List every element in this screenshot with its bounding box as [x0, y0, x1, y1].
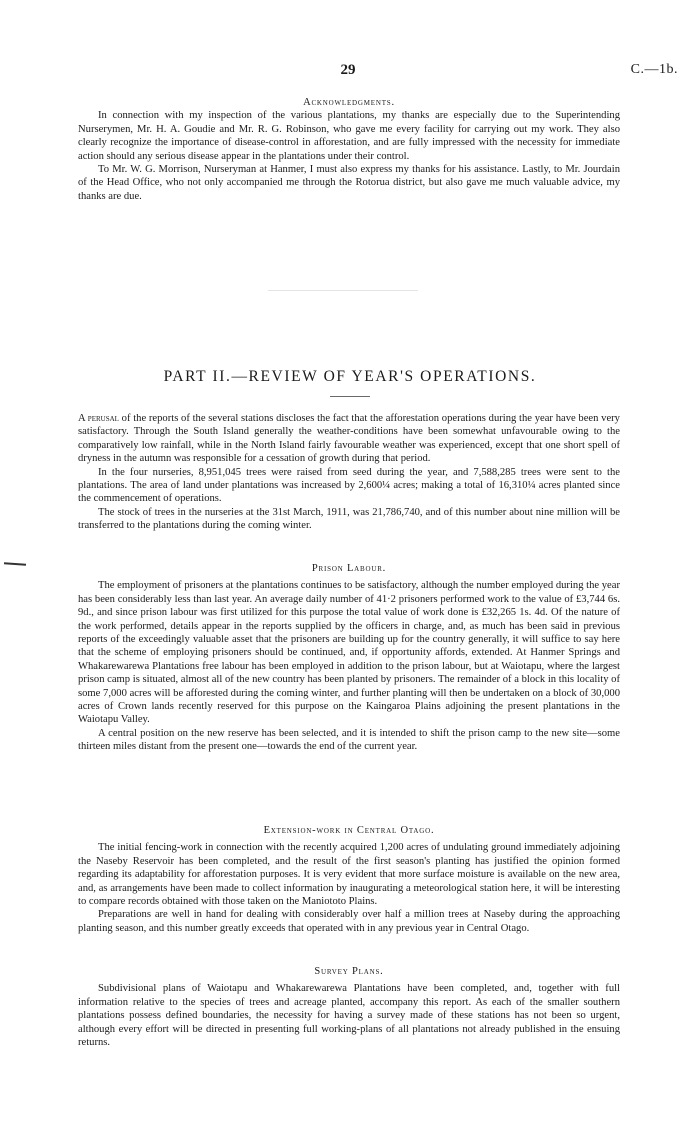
- prison-labour-section: [78, 562, 620, 754]
- lead-in-words: A perusal: [78, 413, 119, 424]
- survey-plans-heading: Survey Plans.: [314, 966, 384, 977]
- intro-text: of the reports of the several stations discloses the fact that the afforestation operations during the year have been very satisfactory. Through the South Island generally the weather-conditions have been somewhat unfavourable owing to the comparatively low rainfall, while in the North Island fairly favourable weather was experienced, except that one short spell of dryness in the autumn was responsible for a cessation of growth during that period.: [78, 413, 620, 465]
- acknowledgments-paragraph: To Mr. W. G. Morrison, Nurseryman at Hanmer, I must also express my thanks for his assistance. Lastly, to Mr. Jourdain of the Head Office, who not only accompanied me through the Rotorua district, but also gave me much valuable advice, my thanks are due.: [78, 164, 620, 202]
- survey-plans-paragraph: Subdivisional plans of Waiotapu and Whakarewarewa Plantations have been completed, and, together with full information relative to the species of trees and acreage planted, accompany this report. As each of the smaller southern plantations possess defined boundaries, the necessity for having a survey made of these stations has not been so urgent, although every effort will be directed in presenting full working-plans of all plantations not already published in the ensuing returns.: [78, 983, 620, 1049]
- page-number: 29: [340, 62, 356, 78]
- prison-labour-paragraph: A central position on the new reserve has been selected, and it is intended to shift the prison camp to the new site—some thirteen miles distant from the present one—towards the end of the current year.: [78, 727, 620, 753]
- faint-rule: [268, 290, 418, 291]
- review-intro-section: [78, 412, 620, 533]
- extension-work-heading: Extension-work in Central Otago.: [263, 825, 435, 836]
- extension-work-paragraph: The initial fencing-work in connection with the recently acquired 1,200 acres of undulating ground immediately adjoining the Naseby Reservoir has been completed, and the result of the first season's planting has justified the opinion formed regarding its adaptability for afforestation purposes. It is very evident that more surface moisture is available on the new area, and, as arrangements have been made to collect information by inaugurating a meteorological station here, it will be interesting to compare records obtained with those taken on the Maniototo Plains.: [78, 842, 620, 908]
- survey-plans-section: [78, 965, 620, 1049]
- title-rule: [330, 396, 370, 397]
- page-header: [78, 62, 678, 82]
- review-intro-paragraph: [78, 412, 620, 466]
- margin-mark: [4, 562, 26, 566]
- prison-labour-heading: Prison Labour.: [311, 563, 387, 574]
- extension-work-section: [78, 824, 620, 935]
- prison-labour-paragraph: The employment of prisoners at the plantations continues to be satisfactory, although the number employed during the year has been considerably less than last year. An average daily number of 41·2 prisoners performed work to the value of £3,744 6s. 9d., and since prison labour was first utilized for this purpose the total value of work done is £32,265 1s. 4d. Of the nature of the work performed, details appear in the reports supplied by the officers in charge, and, as much has been said in previous reports of the exceedingly valuable asset that the prisoners are building up for the country generally, it will suffice to say here that the scheme of employing prisoners should be continued, and, if opportunity affords, extended. At Hanmer Springs and Whakarewarewa Plantations free labour has been employed in addition to the prison labour, but at Waiotapu, where the largest prison camp is situated, almost all of the new country has been planted by prisoners. The remainder of a block in this locality of some 7,000 acres will be afforested during the coming winter, and further planting will then be undertaken on a block of 30,000 acres of Crown lands recently reserved for this purpose on the Kaingaroa Plains adjoining the present plantations in the Waiotapu Valley.: [78, 580, 620, 726]
- acknowledgments-section: [78, 96, 620, 203]
- document-reference: C.—1b.: [630, 62, 678, 77]
- acknowledgments-paragraph: In connection with my inspection of the various plantations, my thanks are especially due to the Superintending Nurserymen, Mr. H. A. Goudie and Mr. R. G. Robinson, who gave me every facility for carrying out my work. They also clearly recognize the importance of disease-control in afforestation, and are fully impressed with the necessity for immediate action should any serious disease appear in the plantations under their control.: [78, 110, 620, 162]
- part-title: PART II.—REVIEW OF YEAR'S OPERATIONS.: [163, 368, 537, 385]
- nursery-stats-paragraph: In the four nurseries, 8,951,045 trees were raised from seed during the year, and 7,588,285 trees were sent to the plantations. The area of land under plantations was increased by 2,600¼ acres; making a total of 16,310¼ acres planted since the commencement of operations.: [78, 466, 620, 505]
- acknowledgments-heading: Acknowledgments.: [303, 97, 395, 108]
- extension-work-paragraph: Preparations are well in hand for dealing with considerably over half a million trees at Naseby during the approaching planting season, and this number greatly exceeds that operated with in any previous year in Central Otago.: [78, 909, 620, 934]
- tree-stock-paragraph: The stock of trees in the nurseries at the 31st March, 1911, was 21,786,740, and of this number about nine million will be transferred to the plantations during the coming winter.: [78, 506, 620, 532]
